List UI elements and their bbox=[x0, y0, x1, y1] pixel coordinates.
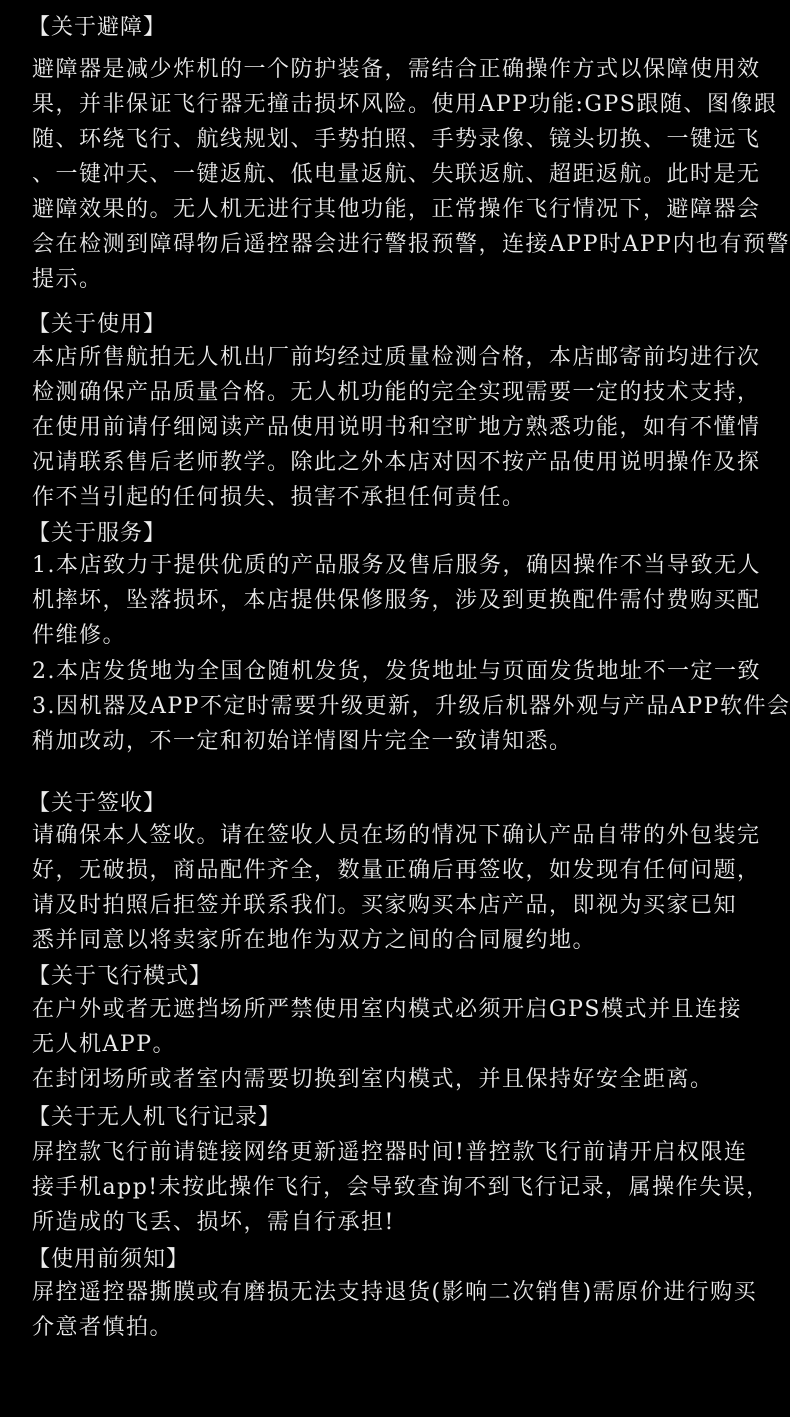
heading-service: 【关于服务】 bbox=[28, 521, 167, 546]
text-line: 介意者慎拍。 bbox=[32, 1315, 174, 1340]
text-line: 本店所售航拍无人机出厂前均经过质量检测合格，本店邮寄前均进行次 bbox=[32, 345, 761, 370]
text-line: 2.本店发货地为全国仓随机发货，发货地址与页面发货地址不一定一致 bbox=[32, 659, 761, 684]
text-line: 况请联系售后老师教学。除此之外本店对因不按产品使用说明操作及探 bbox=[32, 450, 761, 475]
paragraph-usage bbox=[32, 340, 761, 515]
text-line: 屏控款飞行前请链接网络更新遥控器时间!普控款飞行前请开启权限连 bbox=[32, 1140, 748, 1165]
text-line: 避障器是减少炸机的一个防护装备，需结合正确操作方式以保障使用效 bbox=[32, 57, 761, 82]
text-line: 在使用前请仔细阅读产品使用说明书和空旷地方熟悉功能，如有不懂情 bbox=[32, 415, 761, 440]
text-line: 避障效果的。无人机无进行其他功能，正常操作飞行情况下，避障器会 bbox=[32, 197, 761, 222]
text-line: 件维修。 bbox=[32, 623, 127, 648]
paragraph-service-item-2 bbox=[32, 654, 761, 689]
text-line: 果，并非保证飞行器无撞击损坏风险。使用APP功能:GPS跟随、图像跟 bbox=[32, 92, 778, 117]
text-line: 好，无破损，商品配件齐全，数量正确后再签收，如发现有任何问题， bbox=[32, 858, 761, 883]
text-line: 接手机app!未按此操作飞行，会导致查询不到飞行记录，属操作失误， bbox=[32, 1175, 770, 1200]
text-line: 在户外或者无遮挡场所严禁使用室内模式必须开启GPS模式并且连接 bbox=[32, 997, 742, 1022]
text-line: 提示。 bbox=[32, 267, 103, 292]
text-line: 请及时拍照后拒签并联系我们。买家购买本店产品，即视为买家已知 bbox=[32, 893, 738, 918]
heading-flight-record: 【关于无人机飞行记录】 bbox=[28, 1105, 282, 1130]
paragraph-service-item-1 bbox=[32, 548, 761, 653]
paragraph-obstacle bbox=[32, 52, 790, 292]
text-line: 作不当引起的任何损失、损害不承担任何责任。 bbox=[32, 485, 526, 510]
paragraph-receipt bbox=[32, 818, 761, 958]
text-line: 检测确保产品质量合格。无人机功能的完全实现需要一定的技术支持， bbox=[32, 380, 761, 405]
heading-flight-mode: 【关于飞行模式】 bbox=[28, 964, 213, 989]
text-line: 机摔坏，坠落损坏，本店提供保修服务，涉及到更换配件需付费购买配 bbox=[32, 588, 761, 613]
paragraph-flight-record bbox=[32, 1135, 770, 1240]
heading-receipt: 【关于签收】 bbox=[28, 791, 167, 816]
text-line: 请确保本人签收。请在签收人员在场的情况下确认产品自带的外包装完 bbox=[32, 823, 761, 848]
heading-notice: 【使用前须知】 bbox=[28, 1247, 190, 1272]
text-line: 无人机APP。 bbox=[32, 1032, 176, 1057]
text-line: 3.因机器及APP不定时需要升级更新，升级后机器外观与产品APP软件会 bbox=[32, 694, 790, 719]
text-line: 随、环绕飞行、航线规划、手势拍照、手势录像、镜头切换、一键远飞 bbox=[32, 127, 761, 152]
text-line: 稍加改动，不一定和初始详情图片完全一致请知悉。 bbox=[32, 729, 573, 754]
text-line: 悉并同意以将卖家所在地作为双方之间的合同履约地。 bbox=[32, 928, 597, 953]
text-line: 屏控遥控器撕膜或有磨损无法支持退货(影响二次销售)需原价进行购买 bbox=[32, 1280, 758, 1305]
heading-obstacle: 【关于避障】 bbox=[28, 15, 167, 40]
paragraph-notice bbox=[32, 1275, 758, 1345]
text-line: 1.本店致力于提供优质的产品服务及售后服务，确因操作不当导致无人 bbox=[32, 553, 761, 578]
text-line: 、一键冲天、一键返航、低电量返航、失联返航、超距返航。此时是无 bbox=[32, 162, 761, 187]
heading-usage: 【关于使用】 bbox=[28, 312, 167, 337]
paragraph-flight-mode bbox=[32, 992, 742, 1097]
text-line: 会在检测到障碍物后遥控器会进行警报预警，连接APP时APP内也有预警 bbox=[32, 232, 790, 257]
text-line: 所造成的飞丢、损坏，需自行承担! bbox=[32, 1210, 395, 1235]
paragraph-service-item-3 bbox=[32, 689, 790, 759]
text-line: 在封闭场所或者室内需要切换到室内模式，并且保持好安全距离。 bbox=[32, 1067, 714, 1092]
